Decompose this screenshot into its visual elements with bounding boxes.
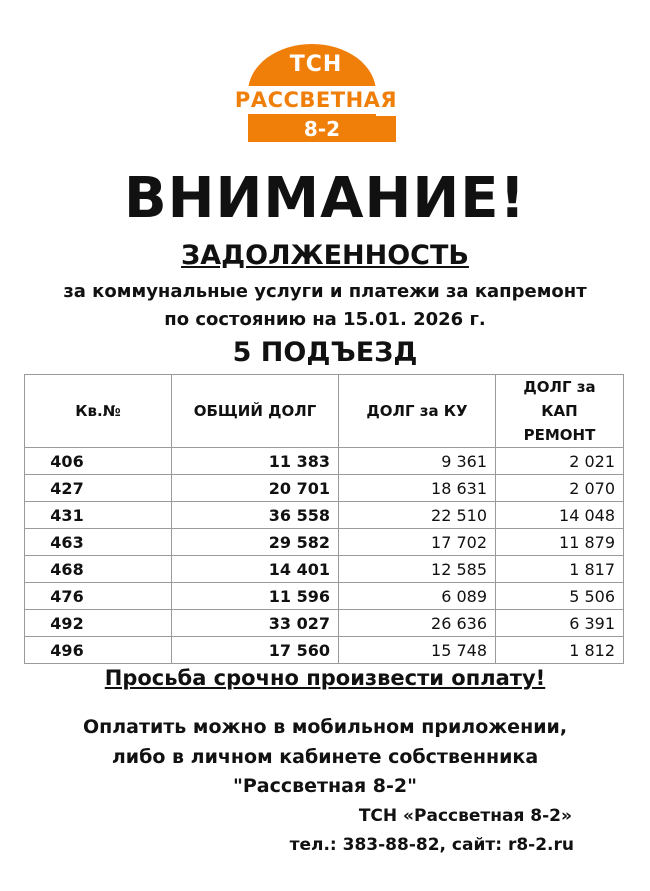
cell-total: 11 383: [172, 448, 339, 475]
contact-info: тел.: 383-88-82, сайт: r8-2.ru: [289, 835, 574, 855]
header-repair-debt: ДОЛГ за КАП РЕМОНТ: [496, 375, 624, 448]
cell-repair: 1 817: [496, 556, 624, 583]
header-total-debt: ОБЩИЙ ДОЛГ: [172, 375, 339, 448]
cell-apartment: 431: [25, 502, 172, 529]
table-row: [25, 475, 624, 502]
cell-total: 11 596: [172, 583, 339, 610]
payment-request: Просьба срочно произвести оплату!: [104, 666, 546, 690]
table-row: [25, 610, 624, 637]
cell-repair: 14 048: [496, 502, 624, 529]
payment-info-line1: Оплатить можно в мобильном приложении,: [82, 716, 568, 738]
cell-apartment: 468: [25, 556, 172, 583]
cell-utilities: 12 585: [339, 556, 496, 583]
debt-table: [24, 374, 624, 664]
table-header-row: [25, 375, 624, 448]
cell-apartment: 406: [25, 448, 172, 475]
header-utilities-debt: ДОЛГ за КУ: [339, 375, 496, 448]
cell-total: 33 027: [172, 610, 339, 637]
cell-repair: 11 879: [496, 529, 624, 556]
cell-apartment: 427: [25, 475, 172, 502]
cell-apartment: 476: [25, 583, 172, 610]
payment-info-line2: либо в личном кабинете собственника: [111, 746, 539, 768]
cell-repair: 2 021: [496, 448, 624, 475]
table-row: [25, 637, 624, 664]
subtitle-line1: за коммунальные услуги и платежи за капремонт: [63, 281, 587, 302]
debt-title: ЗАДОЛЖЕННОСТЬ: [181, 240, 469, 271]
cell-utilities: 6 089: [339, 583, 496, 610]
cell-utilities: 17 702: [339, 529, 496, 556]
cell-total: 14 401: [172, 556, 339, 583]
subtitle-line2: по состоянию на 15.01. 2026 г.: [164, 309, 486, 330]
cell-total: 29 582: [172, 529, 339, 556]
table-row: [25, 583, 624, 610]
cell-total: 36 558: [172, 502, 339, 529]
cell-utilities: 18 631: [339, 475, 496, 502]
organization-name: ТСН «Рассветная 8-2»: [358, 806, 572, 826]
logo-line1: ТСН: [289, 52, 343, 77]
logo-line3: 8-2: [303, 117, 341, 141]
cell-utilities: 9 361: [339, 448, 496, 475]
logo-line2: РАССВЕТНАЯ: [234, 88, 398, 112]
cell-apartment: 496: [25, 637, 172, 664]
logo: [228, 44, 404, 144]
cell-repair: 2 070: [496, 475, 624, 502]
table-row: [25, 556, 624, 583]
attention-heading: ВНИМАНИЕ!: [123, 166, 526, 231]
cell-repair: 1 812: [496, 637, 624, 664]
table-row: [25, 502, 624, 529]
cell-utilities: 15 748: [339, 637, 496, 664]
payment-info-line3: "Рассветная 8-2": [232, 775, 418, 797]
table-row: [25, 529, 624, 556]
cell-utilities: 22 510: [339, 502, 496, 529]
cell-apartment: 492: [25, 610, 172, 637]
cell-repair: 5 506: [496, 583, 624, 610]
cell-utilities: 26 636: [339, 610, 496, 637]
table-row: [25, 448, 624, 475]
cell-total: 20 701: [172, 475, 339, 502]
cell-apartment: 463: [25, 529, 172, 556]
cell-repair: 6 391: [496, 610, 624, 637]
header-apartment: Кв.№: [25, 375, 172, 448]
entrance-title: 5 ПОДЪЕЗД: [232, 337, 418, 368]
cell-total: 17 560: [172, 637, 339, 664]
